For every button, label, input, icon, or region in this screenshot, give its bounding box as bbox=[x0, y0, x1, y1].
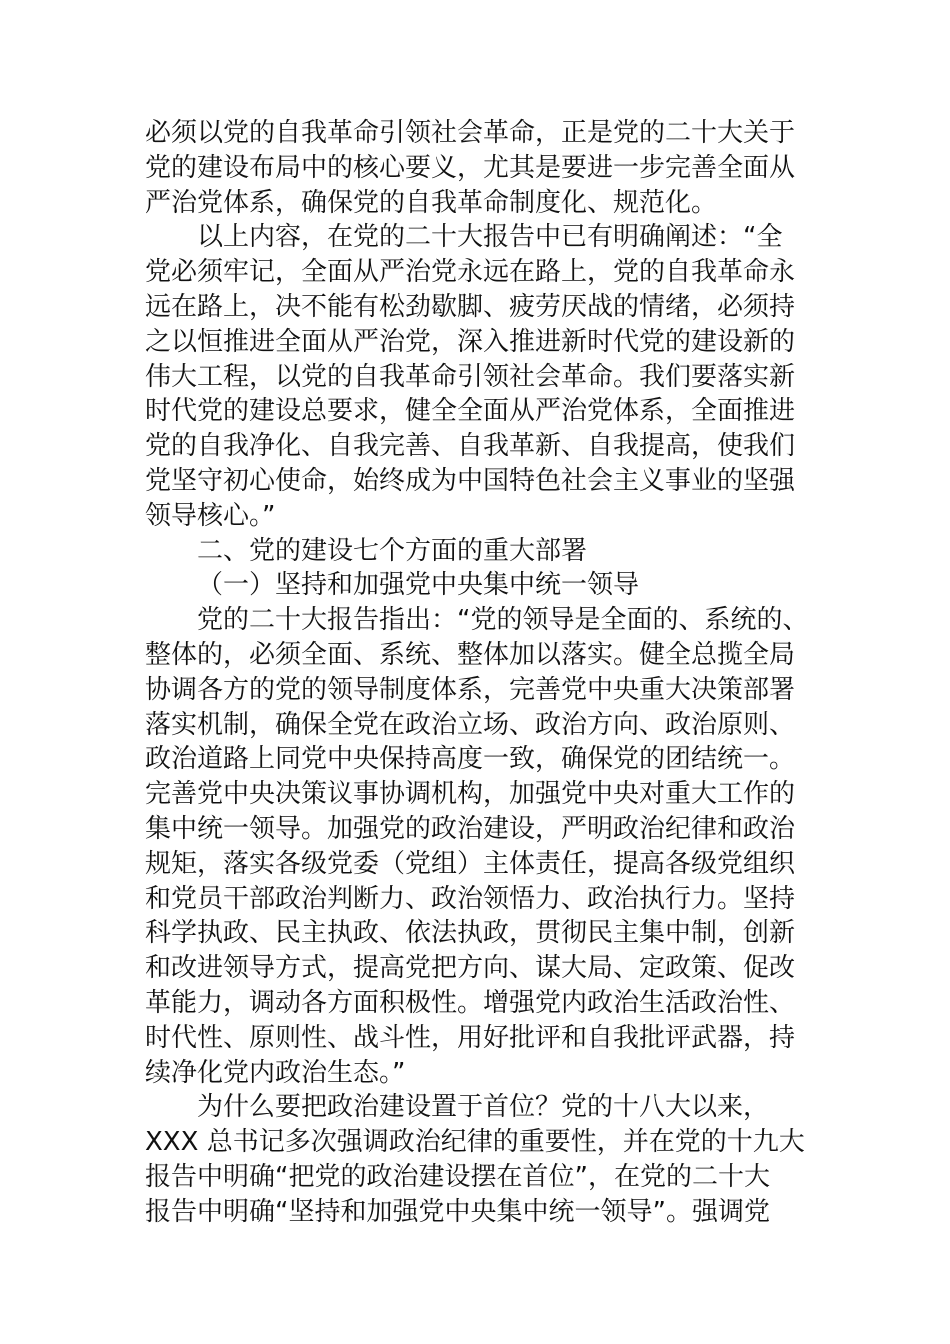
text-line: 整体的，必须全面、系统、整体加以落实。健全总揽全局 bbox=[145, 639, 796, 670]
paragraph-first-line: 二、党的建设七个方面的重大部署 bbox=[197, 535, 588, 566]
text-line: 严治党体系，确保党的自我革命制度化、规范化。 bbox=[145, 187, 718, 218]
text-line: 落实机制，确保全党在政治立场、政治方向、政治原则、 bbox=[145, 709, 796, 740]
text-line: 领导核心。” bbox=[145, 500, 276, 531]
text-line: 和党员干部政治判断力、政治领悟力、政治执行力。坚持 bbox=[145, 883, 796, 914]
text-line: 时代性、原则性、战斗性，用好批评和自我批评武器，持 bbox=[145, 1022, 796, 1053]
text-line: 科学执政、民主执政、依法执政，贯彻民主集中制，创新 bbox=[145, 918, 796, 949]
text-line: 革能力，调动各方面积极性。增强党内政治生活政治性、 bbox=[145, 987, 796, 1018]
text-line: 党坚守初心使命，始终成为中国特色社会主义事业的坚强 bbox=[145, 465, 796, 496]
text-line: 党必须牢记，全面从严治党永远在路上，党的自我革命永 bbox=[145, 257, 796, 288]
text-line: 集中统一领导。加强党的政治建设，严明政治纪律和政治 bbox=[145, 813, 796, 844]
text-line: 政治道路上同党中央保持高度一致，确保党的团结统一。 bbox=[145, 744, 796, 775]
text-line: 伟大工程，以党的自我革命引领社会革命。我们要落实新 bbox=[145, 361, 796, 392]
text-line: 规矩，落实各级党委（党组）主体责任，提高各级党组织 bbox=[145, 848, 796, 879]
text-line: XXX 总书记多次强调政治纪律的重要性，并在党的十九大 bbox=[145, 1127, 805, 1158]
text-line: 和改进领导方式，提高党把方向、谋大局、定政策、促改 bbox=[145, 953, 796, 984]
text-line: 党的自我净化、自我完善、自我革新、自我提高，使我们 bbox=[145, 431, 796, 462]
text-line: 党的建设布局中的核心要义，尤其是要进一步完善全面从 bbox=[145, 152, 796, 183]
text-line: 时代党的建设总要求，健全全面从严治党体系，全面推进 bbox=[145, 396, 796, 427]
paragraph-first-line: （一）坚持和加强党中央集中统一领导 bbox=[197, 570, 640, 601]
paragraph-first-line: 以上内容，在党的二十大报告中已有明确阐述：“全 bbox=[197, 222, 783, 253]
text-line: 报告中明确“把党的政治建设摆在首位”，在党的二十大 bbox=[145, 1161, 770, 1192]
text-line: 续净化党内政治生态。” bbox=[145, 1057, 406, 1088]
paragraph-first-line: 为什么要把政治建设置于首位？党的十八大以来， bbox=[197, 1092, 770, 1123]
text-line: 之以恒推进全面从严治党，深入推进新时代党的建设新的 bbox=[145, 326, 796, 357]
text-line: 报告中明确“坚持和加强党中央集中统一领导”。强调党 bbox=[145, 1196, 770, 1227]
body-text bbox=[145, 116, 830, 1230]
text-line: 远在路上，决不能有松劲歇脚、疲劳厌战的情绪，必须持 bbox=[145, 291, 796, 322]
text-line: 协调各方的党的领导制度体系，完善党中央重大决策部署 bbox=[145, 674, 796, 705]
text-line: 完善党中央决策议事协调机构，加强党中央对重大工作的 bbox=[145, 779, 796, 810]
paragraph-first-line: 党的二十大报告指出：“党的领导是全面的、系统的、 bbox=[197, 605, 809, 636]
text-line: 必须以党的自我革命引领社会革命，正是党的二十大关于 bbox=[145, 118, 796, 148]
